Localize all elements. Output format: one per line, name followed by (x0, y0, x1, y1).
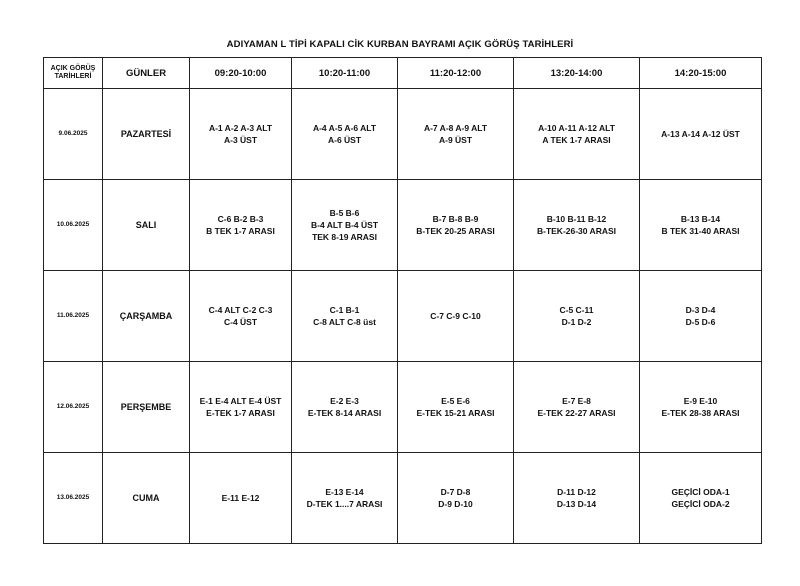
day-cell: PAZARTESİ (103, 89, 190, 180)
header-row (44, 58, 762, 89)
slot-cell: A-10 A-11 A-12 ALT A TEK 1-7 ARASI (514, 89, 640, 180)
slot-cell: E-5 E-6 E-TEK 15-21 ARASI (398, 362, 514, 453)
header-slot-5: 14:20-15:00 (640, 58, 762, 89)
slot-cell: GEÇİCİ ODA-1 GEÇİCİ ODA-2 (640, 453, 762, 544)
slot-cell: B-13 B-14 B TEK 31-40 ARASI (640, 180, 762, 271)
slot-cell: C-5 C-11 D-1 D-2 (514, 271, 640, 362)
slot-cell: C-4 ALT C-2 C-3 C-4 ÜST (190, 271, 292, 362)
day-cell: SALI (103, 180, 190, 271)
slot-cell: E-9 E-10 E-TEK 28-38 ARASI (640, 362, 762, 453)
slot-cell: A-1 A-2 A-3 ALT A-3 ÜST (190, 89, 292, 180)
header-days: GÜNLER (103, 58, 190, 89)
slot-cell: C-7 C-9 C-10 (398, 271, 514, 362)
header-slot-2: 10:20-11:00 (292, 58, 398, 89)
table-row (44, 180, 762, 271)
slot-cell: D-3 D-4 D-5 D-6 (640, 271, 762, 362)
date-cell: 13.06.2025 (44, 453, 103, 544)
slot-cell: E-2 E-3 E-TEK 8-14 ARASI (292, 362, 398, 453)
slot-cell: A-13 A-14 A-12 ÜST (640, 89, 762, 180)
slot-cell: E-1 E-4 ALT E-4 ÜST E-TEK 1-7 ARASI (190, 362, 292, 453)
header-visit-dates: AÇIK GÖRÜŞ TARİHLERİ (44, 58, 103, 89)
header-slot-3: 11:20-12:00 (398, 58, 514, 89)
header-slot-1: 09:20-10:00 (190, 58, 292, 89)
slot-cell: E-11 E-12 (190, 453, 292, 544)
slot-cell: A-7 A-8 A-9 ALT A-9 ÜST (398, 89, 514, 180)
slot-cell: A-4 A-5 A-6 ALT A-6 ÜST (292, 89, 398, 180)
date-cell: 11.06.2025 (44, 271, 103, 362)
day-cell: CUMA (103, 453, 190, 544)
slot-cell: D-11 D-12 D-13 D-14 (514, 453, 640, 544)
slot-cell: C-6 B-2 B-3 B TEK 1-7 ARASI (190, 180, 292, 271)
table-row (44, 362, 762, 453)
slot-cell: B-7 B-8 B-9 B-TEK 20-25 ARASI (398, 180, 514, 271)
slot-cell: E-7 E-8 E-TEK 22-27 ARASI (514, 362, 640, 453)
table-row (44, 453, 762, 544)
date-cell: 12.06.2025 (44, 362, 103, 453)
day-cell: PERŞEMBE (103, 362, 190, 453)
slot-cell: C-1 B-1 C-8 ALT C-8 üst (292, 271, 398, 362)
table-row (44, 89, 762, 180)
date-cell: 9.06.2025 (44, 89, 103, 180)
table-row (44, 271, 762, 362)
slot-cell: D-7 D-8 D-9 D-10 (398, 453, 514, 544)
slot-cell: B-10 B-11 B-12 B-TEK-26-30 ARASI (514, 180, 640, 271)
visiting-schedule-table (43, 57, 762, 544)
slot-cell: B-5 B-6 B-4 ALT B-4 ÜST TEK 8-19 ARASI (292, 180, 398, 271)
slot-cell: E-13 E-14 D-TEK 1....7 ARASI (292, 453, 398, 544)
header-slot-4: 13:20-14:00 (514, 58, 640, 89)
document-title: ADIYAMAN L TİPİ KAPALI CİK KURBAN BAYRAMI AÇIK GÖRÜŞ TARİHLERİ (226, 39, 574, 50)
date-cell: 10.06.2025 (44, 180, 103, 271)
day-cell: ÇARŞAMBA (103, 271, 190, 362)
